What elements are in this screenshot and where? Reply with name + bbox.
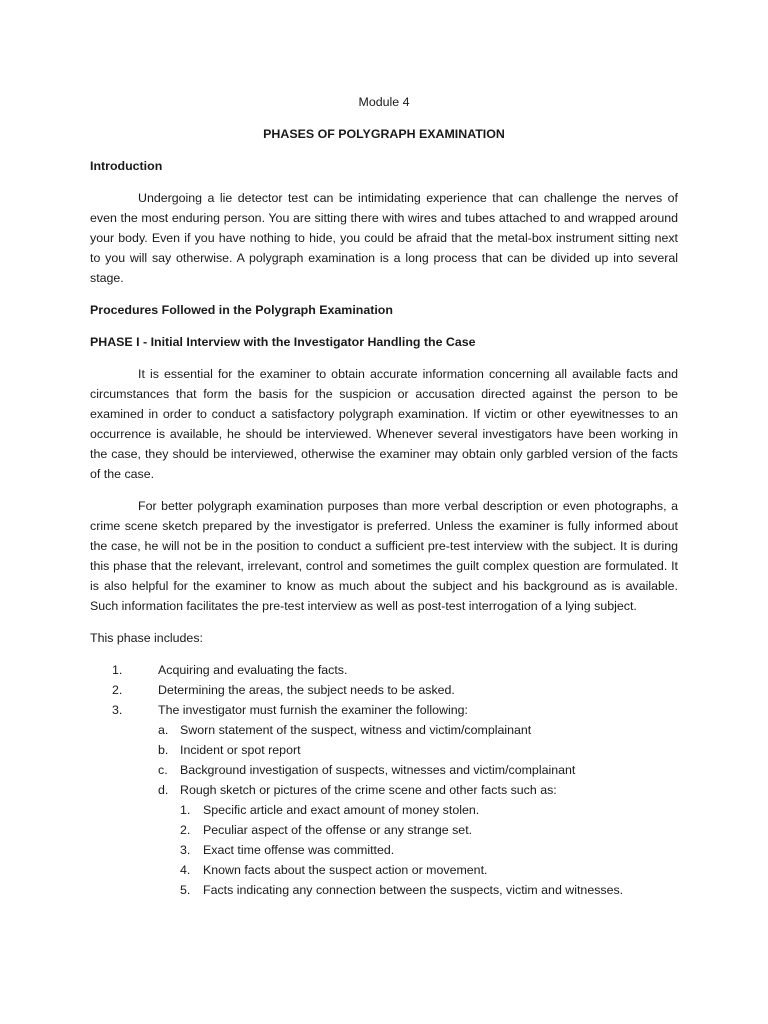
phase-list (90, 660, 678, 900)
sub-sub-list-item-number: 4. (180, 863, 191, 877)
sub-sub-list-item (180, 840, 678, 860)
sub-list-item (158, 780, 678, 900)
sub-sub-list-item (180, 820, 678, 840)
phase1-heading: PHASE I - Initial Interview with the Investigator Handling the Case (90, 335, 476, 349)
sub-list-item-letter: d. (158, 783, 169, 797)
sub-sub-list-item-number: 2. (180, 823, 191, 837)
sub-sub-list-item-number: 5. (180, 883, 191, 897)
intro-heading: Introduction (90, 159, 163, 173)
list-item (112, 680, 678, 700)
list-item (112, 700, 678, 900)
sub-list-item (158, 760, 678, 780)
sub-sub-list-item-number: 3. (180, 843, 191, 857)
sub-list (158, 720, 678, 900)
sub-list-item-text: Rough sketch or pictures of the crime scene and other facts such as: (180, 783, 557, 797)
sub-sub-list-item-text: Specific article and exact amount of money stolen. (203, 803, 480, 817)
sub-sub-list-item-text: Known facts about the suspect action or movement. (203, 863, 488, 877)
list-item-number: 2. (112, 683, 123, 697)
list-item-text: Determining the areas, the subject needs to be asked. (158, 683, 455, 697)
phase1-paragraph-1: It is essential for the examiner to obtain accurate information concerning all available facts and circumstances that form the basis for the suspicion or accusation directed against the person to be examined in order to conduct a satisfactory polygraph examination. If victim or other eyewitnesses to an occurrence is available, he should be interviewed. Whenever several investigators have been working in the case, they should be interviewed, otherwise the examiner may obtain only garbled version of the facts of the case. (90, 367, 678, 481)
sub-list-item-text: Incident or spot report (180, 743, 301, 757)
list-item-text: The investigator must furnish the examiner the following: (158, 703, 468, 717)
sub-sub-list-item (180, 800, 678, 820)
sub-list-item-text: Sworn statement of the suspect, witness and victim/complainant (180, 723, 532, 737)
sub-list-item (158, 740, 678, 760)
sub-sub-list-item (180, 860, 678, 880)
includes-label: This phase includes: (90, 631, 203, 645)
sub-sub-list-item-text: Peculiar aspect of the offense or any strange set. (203, 823, 473, 837)
sub-list-item-text: Background investigation of suspects, witnesses and victim/complainant (180, 763, 576, 777)
list-item-text: Acquiring and evaluating the facts. (158, 663, 348, 677)
sub-sub-list-item-text: Facts indicating any connection between the suspects, victim and witnesses. (203, 883, 624, 897)
intro-paragraph: Undergoing a lie detector test can be intimidating experience that can challenge the nerves of even the most enduring person. You are sitting there with wires and tubes attached to and wrapped around your body. Even if you have nothing to hide, you could be afraid that the metal-box instrument sitting next to you will say otherwise. A polygraph examination is a long process that can be divided up into several stage. (90, 191, 678, 285)
module-label: Module 4 (358, 95, 410, 109)
sub-sub-list (180, 800, 678, 900)
sub-sub-list-item-text: Exact time offense was committed. (203, 843, 395, 857)
phase1-paragraph-2: For better polygraph examination purposes than more verbal description or even photographs, a crime scene sketch prepared by the investigator is preferred. Unless the examiner is fully informed about the case, he will not be in the position to conduct a sufficient pre-test interview with the subject. It is during this phase that the relevant, irrelevant, control and sometimes the guilt complex question are formulated. It is also helpful for the examiner to know as much about the subject and his background as is available. Such information facilitates the pre-test interview as well as post-test interrogation of a lying subject. (90, 499, 678, 613)
sub-sub-list-item (180, 880, 678, 900)
sub-list-item-letter: b. (158, 743, 169, 757)
document-title: PHASES OF POLYGRAPH EXAMINATION (263, 127, 505, 141)
sub-sub-list-item-number: 1. (180, 803, 191, 817)
list-item (112, 660, 678, 680)
procedures-heading: Procedures Followed in the Polygraph Examination (90, 303, 393, 317)
sub-list-item-letter: a. (158, 723, 169, 737)
sub-list-item (158, 720, 678, 740)
list-item-number: 3. (112, 703, 123, 717)
list-item-number: 1. (112, 663, 123, 677)
sub-list-item-letter: c. (158, 763, 168, 777)
